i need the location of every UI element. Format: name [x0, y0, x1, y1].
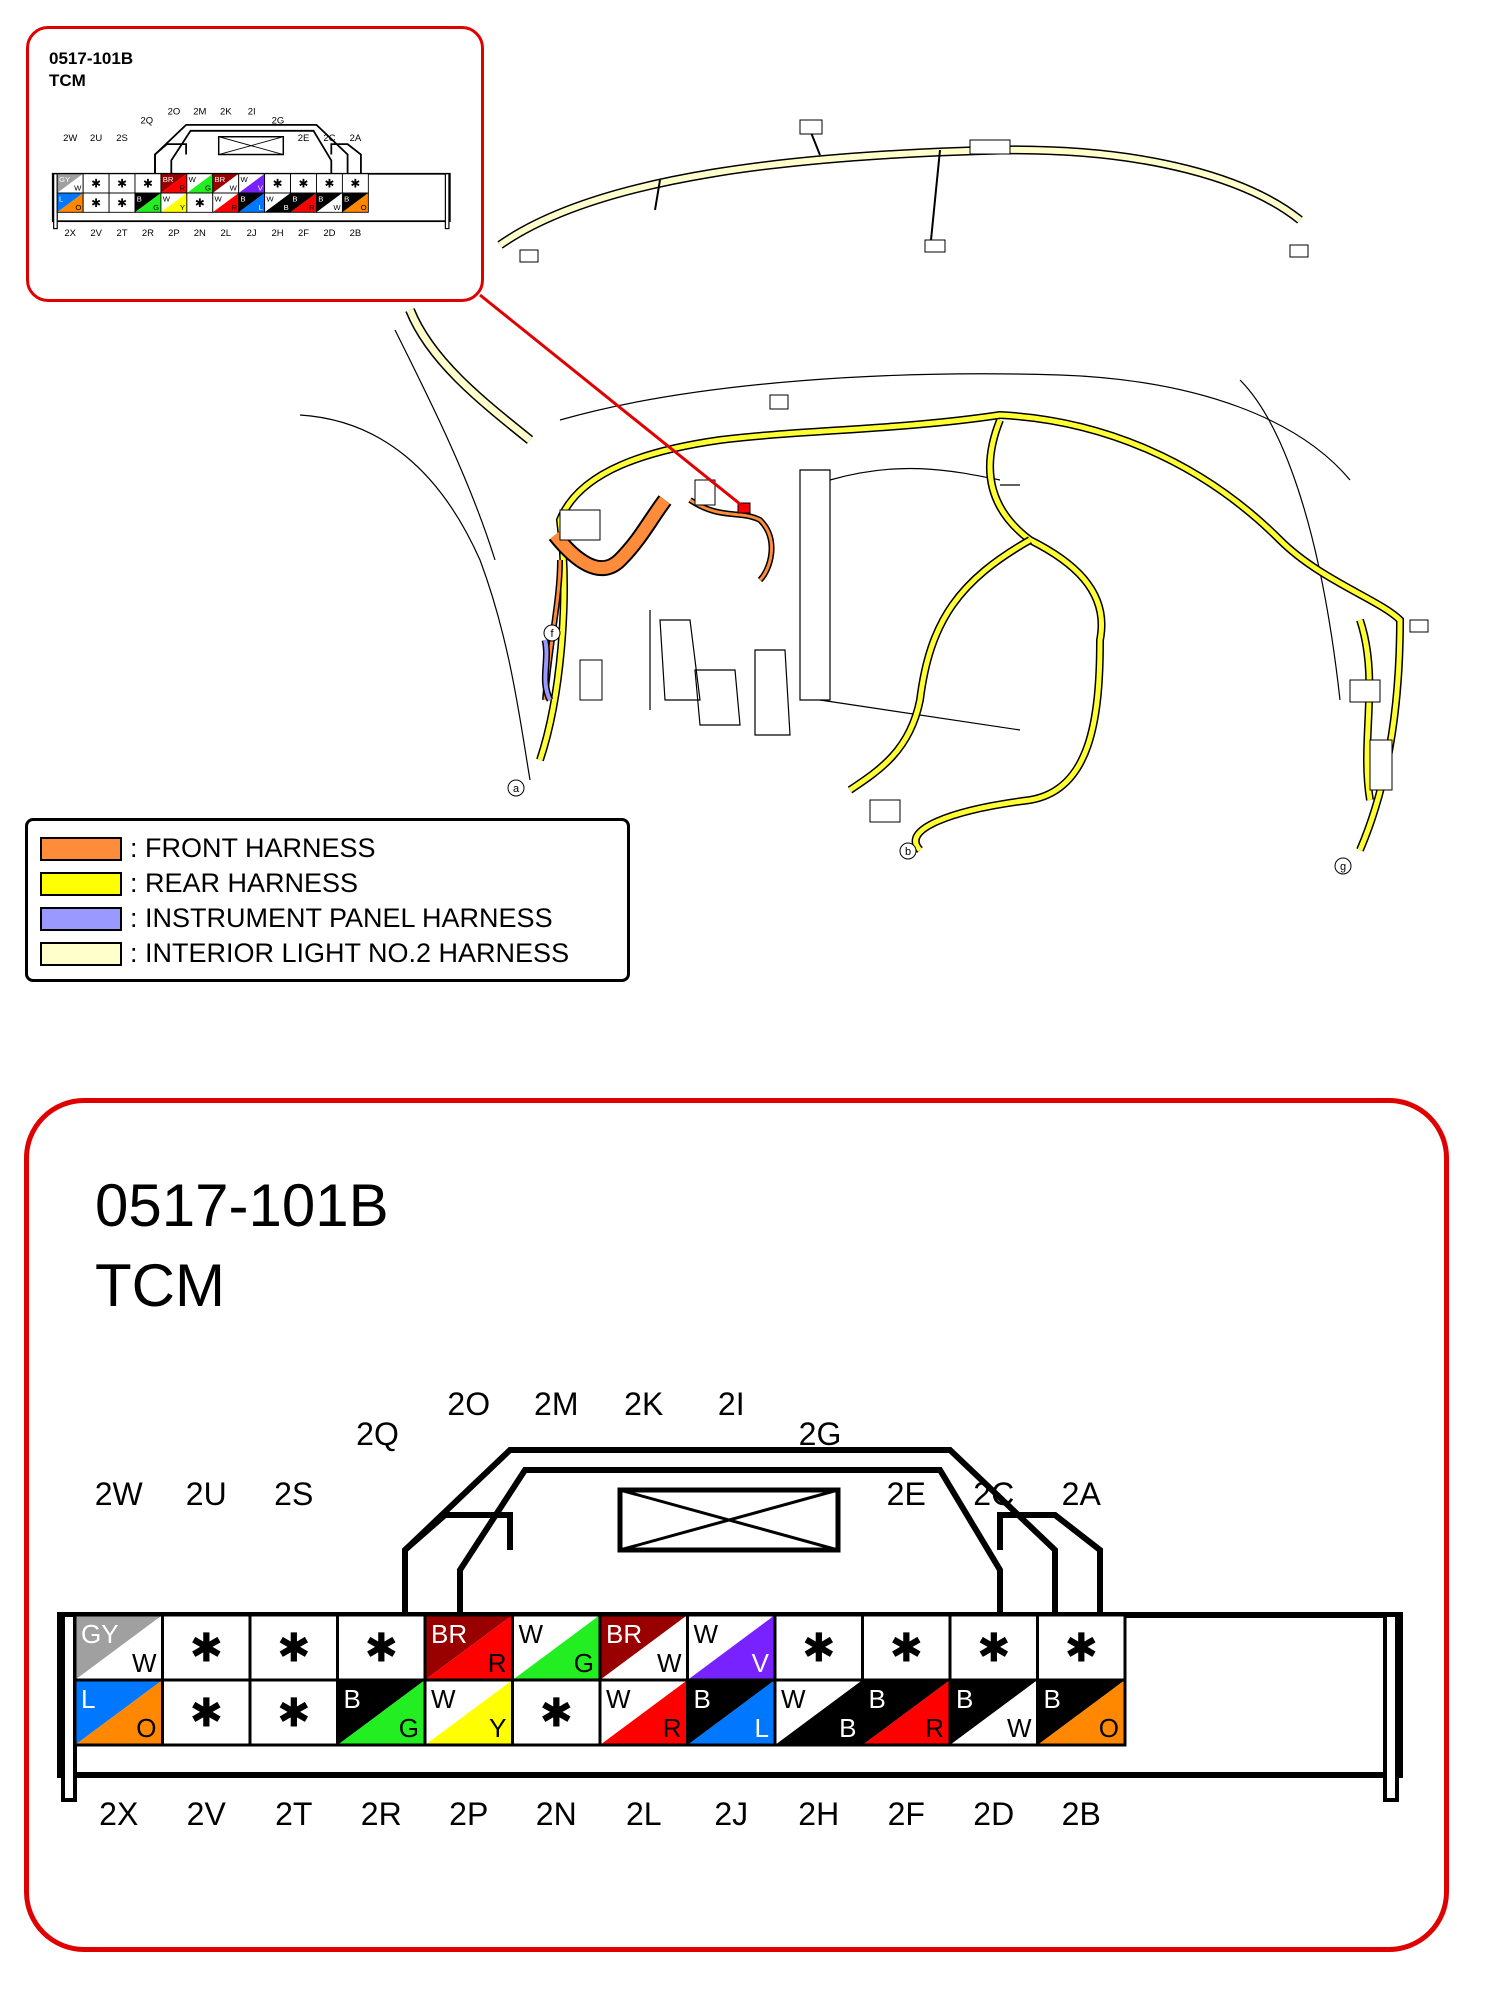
pin-label: 2A: [349, 133, 362, 145]
marker-label: f: [550, 628, 554, 640]
pin-label: 2B: [1061, 1796, 1101, 1832]
wire-color-code: BR: [162, 175, 174, 185]
wire-color-code: L: [81, 1684, 96, 1714]
wire-color-code: B: [292, 194, 298, 204]
pin-label: 2X: [64, 228, 76, 239]
pin-label: 2W: [63, 133, 78, 145]
connector-latch-left: [54, 174, 58, 229]
wire-stripe-code: W: [229, 183, 237, 193]
pin-label: 2O: [447, 1386, 491, 1422]
wire-stripe-code: R: [309, 202, 315, 212]
pin-label: 2C: [323, 133, 336, 145]
small-connector-callout: [26, 26, 484, 302]
legend-swatch: [40, 837, 122, 861]
legend-entry: [40, 901, 569, 936]
connector-latch-right: [445, 174, 449, 229]
pin-label: 2M: [534, 1386, 579, 1422]
empty-pin-symbol: ✱: [117, 195, 128, 210]
pin-label: 2C: [973, 1476, 1015, 1512]
wire-stripe-code: L: [258, 202, 263, 212]
wire-stripe-code: R: [662, 1713, 682, 1743]
rear-harness: [540, 395, 1428, 850]
pin-label: 2F: [297, 228, 310, 239]
wire-color-code: B: [318, 194, 324, 204]
wire-stripe-code: V: [751, 1648, 769, 1678]
pin-label: 2W: [94, 1476, 143, 1512]
legend-entry: [40, 831, 569, 866]
wire-color-code: W: [518, 1619, 544, 1649]
wire-stripe-code: B: [283, 202, 289, 212]
pin-label: 2S: [274, 1476, 314, 1512]
wire-color-code: W: [781, 1684, 806, 1714]
empty-pin-symbol: ✱: [976, 1625, 1011, 1672]
pin-label: 2L: [220, 228, 232, 239]
wire-stripe-code: W: [333, 202, 341, 212]
wire-stripe-code: O: [1098, 1713, 1119, 1743]
wire-stripe-code: L: [754, 1713, 769, 1743]
empty-pin-symbol: ✱: [539, 1690, 574, 1737]
wire-color-code: W: [214, 194, 222, 204]
pin-label: 2H: [271, 228, 284, 239]
wire-color-code: B: [868, 1684, 886, 1714]
empty-pin-symbol: ✱: [298, 176, 309, 191]
pin-label: 2R: [360, 1796, 402, 1832]
wire-color-code: B: [240, 194, 246, 204]
empty-pin-symbol: ✱: [364, 1625, 399, 1672]
wire-color-code: W: [693, 1619, 719, 1649]
empty-pin-symbol: ✱: [276, 1690, 311, 1737]
pin-label: 2B: [349, 228, 362, 239]
wire-color-code: W: [162, 194, 170, 204]
wire-color-code: B: [344, 194, 350, 204]
pin-label: 2K: [219, 106, 232, 118]
legend-label: : INSTRUMENT PANEL HARNESS: [130, 903, 553, 933]
callout-leader-line: [480, 295, 745, 508]
wire-color-code: GY: [81, 1619, 119, 1649]
wire-stripe-code: O: [136, 1713, 157, 1743]
pin-label: 2P: [449, 1796, 489, 1832]
wire-color-code: B: [693, 1684, 711, 1714]
pin-label: 2M: [193, 106, 207, 118]
wire-color-code: W: [266, 194, 274, 204]
legend-entry: [40, 936, 569, 971]
wire-stripe-code: R: [487, 1648, 507, 1678]
empty-pin-symbol: ✱: [889, 1625, 924, 1672]
wire-stripe-code: Y: [179, 202, 186, 212]
pin-label: 2J: [714, 1796, 749, 1832]
wire-stripe-code: O: [360, 202, 367, 212]
wire-stripe-code: G: [573, 1648, 594, 1678]
legend-label: : FRONT HARNESS: [130, 833, 376, 863]
interior-light-harness: [410, 120, 1308, 440]
connector-latch-right: [1385, 1615, 1397, 1800]
marker-label: g: [1339, 861, 1347, 873]
wire-stripe-code: W: [74, 183, 82, 193]
empty-pin-symbol: ✱: [189, 1690, 224, 1737]
legend-swatch: [40, 907, 122, 931]
wire-stripe-code: O: [75, 202, 82, 212]
pin-label: 2E: [297, 133, 310, 145]
wire-stripe-code: W: [1006, 1713, 1032, 1743]
pin-label: 2I: [717, 1386, 745, 1422]
legend-label: : REAR HARNESS: [130, 868, 359, 898]
wire-stripe-code: W: [656, 1648, 682, 1678]
pin-label: 2F: [887, 1796, 925, 1832]
empty-pin-symbol: ✱: [272, 176, 283, 191]
wire-color-code: GY: [59, 175, 71, 185]
legend-swatch: [40, 942, 122, 966]
wire-color-code: B: [1043, 1684, 1061, 1714]
wire-color-code: L: [59, 194, 64, 204]
pin-label: 2R: [141, 228, 155, 239]
empty-pin-symbol: ✱: [91, 176, 102, 191]
small-connector-diagram: [35, 101, 475, 291]
marker-label: b: [904, 846, 912, 858]
pin-label: 2Q: [356, 1416, 399, 1452]
pin-label: 2L: [625, 1796, 662, 1832]
connector-latch-left: [63, 1615, 75, 1800]
empty-pin-symbol: ✱: [324, 176, 335, 191]
empty-pin-symbol: ✱: [1064, 1625, 1099, 1672]
pin-label: 2P: [168, 228, 180, 239]
wire-color-code: BR: [431, 1619, 468, 1649]
vehicle-body-outline: [300, 330, 1350, 780]
empty-pin-symbol: ✱: [189, 1625, 224, 1672]
pin-label: 2D: [323, 228, 336, 239]
part-number: 0517-101B: [95, 1172, 389, 1239]
empty-pin-symbol: ✱: [194, 195, 205, 210]
wire-stripe-code: Y: [489, 1713, 507, 1743]
wire-color-code: W: [431, 1684, 456, 1714]
legend-label: : INTERIOR LIGHT NO.2 HARNESS: [130, 938, 570, 968]
pin-label: 2A: [1061, 1476, 1101, 1512]
legend-entry: [40, 866, 569, 901]
wire-color-code: B: [136, 194, 142, 204]
wire-stripe-code: R: [231, 202, 237, 212]
pin-label: 2I: [247, 106, 256, 118]
connector-name: TCM: [95, 1252, 225, 1319]
empty-pin-symbol: ✱: [142, 176, 153, 191]
pin-label: 2N: [193, 228, 206, 239]
pin-label: 2V: [90, 228, 102, 239]
small-connector-name: TCM: [49, 71, 86, 90]
wire-color-code: BR: [606, 1619, 643, 1649]
empty-pin-symbol: ✱: [350, 176, 361, 191]
wire-stripe-code: W: [131, 1648, 157, 1678]
pin-label: 2K: [624, 1386, 664, 1422]
wire-color-code: W: [240, 175, 248, 185]
wire-stripe-code: R: [925, 1713, 944, 1743]
pin-label: 2Q: [140, 115, 154, 127]
pin-label: 2H: [798, 1796, 840, 1832]
pin-label: 2T: [116, 228, 128, 239]
wire-color-code: BR: [214, 175, 226, 185]
pin-label: 2V: [186, 1796, 226, 1832]
small-part-number: 0517-101B: [49, 49, 134, 68]
wire-color-code: B: [956, 1684, 974, 1714]
legend-swatch: [40, 872, 122, 896]
empty-pin-symbol: ✱: [91, 195, 102, 210]
empty-pin-symbol: ✱: [117, 176, 128, 191]
wire-stripe-code: G: [205, 183, 211, 193]
wire-color-code: B: [343, 1684, 361, 1714]
wire-stripe-code: R: [179, 183, 186, 193]
wire-color-code: W: [188, 175, 196, 185]
pin-label: 2G: [271, 115, 285, 127]
pin-label: 2N: [535, 1796, 577, 1832]
wire-stripe-code: B: [839, 1713, 857, 1743]
pin-label: 2J: [246, 228, 257, 239]
wire-stripe-code: V: [257, 183, 263, 193]
empty-pin-symbol: ✱: [276, 1625, 311, 1672]
wire-stripe-code: G: [398, 1713, 419, 1743]
pin-label: 2G: [798, 1416, 842, 1452]
pin-label: 2D: [973, 1796, 1015, 1832]
pin-label: 2O: [167, 106, 181, 118]
pin-label: 2T: [275, 1796, 313, 1832]
wire-color-code: W: [606, 1684, 631, 1714]
marker-label: a: [512, 783, 520, 795]
pin-label: 2S: [116, 133, 128, 145]
connector-pin-diagram: [0, 1370, 1485, 2010]
pin-label: 2U: [185, 1476, 227, 1512]
wire-stripe-code: G: [153, 202, 160, 212]
harness-legend: [25, 818, 630, 982]
pin-label: 2U: [90, 133, 103, 145]
pin-label: 2X: [99, 1796, 139, 1832]
empty-pin-symbol: ✱: [801, 1625, 836, 1672]
pin-label: 2E: [886, 1476, 926, 1512]
